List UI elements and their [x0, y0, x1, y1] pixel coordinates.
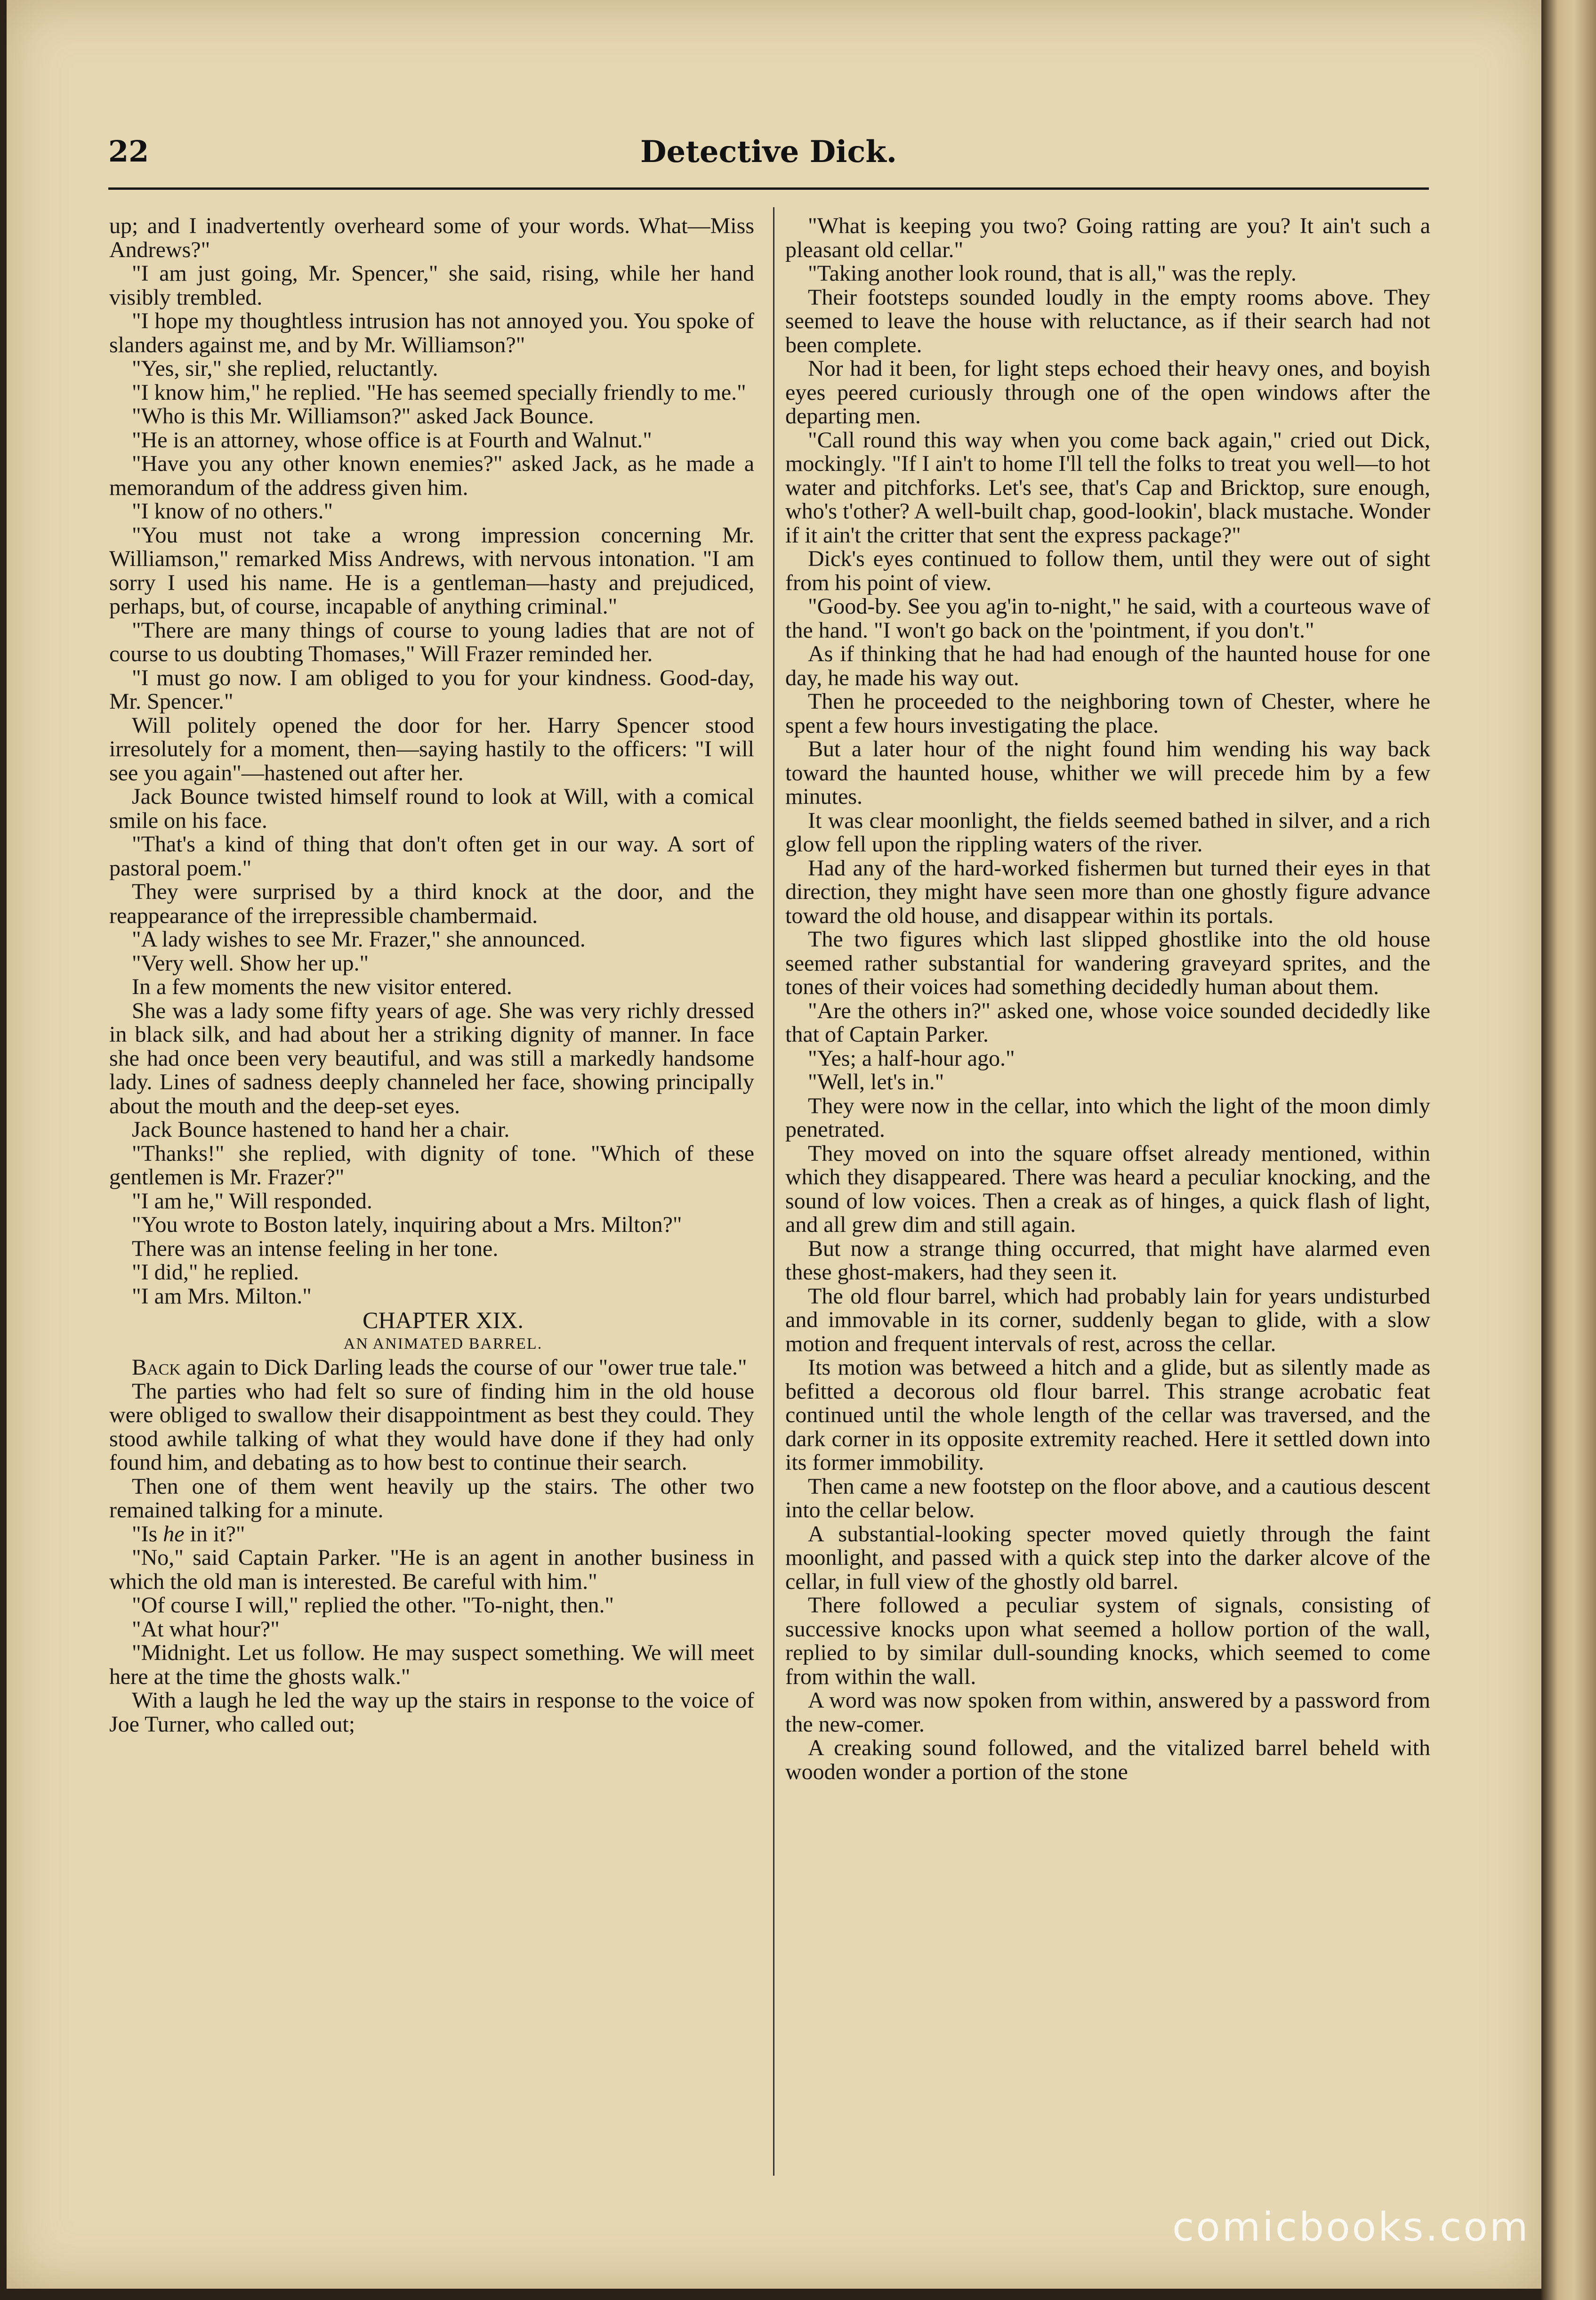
paragraph: Jack Bounce twisted himself round to look at Will, with a comical smile on his face.	[109, 784, 754, 833]
paragraph: The old flour barrel, which had probably lain for years undisturbed and immovable in its corner, suddenly began to glide, with a slow motion and frequent intervals of rest, across the cellar.	[785, 1283, 1430, 1356]
paragraph	[109, 1523, 754, 1547]
paragraph: Dick's eyes continued to follow them, until they were out of sight from his point of view.	[785, 546, 1430, 595]
paragraph: "Yes, sir," she replied, reluctantly.	[132, 356, 438, 381]
right-column	[785, 214, 1430, 1784]
paragraph: Then came a new footstep on the floor above, and a cautious descent into the cellar below.	[785, 1474, 1430, 1523]
header-rule	[108, 187, 1429, 190]
paragraph: "That's a kind of thing that don't often get in our way. A sort of pastoral poem."	[109, 832, 754, 881]
paragraph: "I hope my thoughtless intrusion has not annoyed you. You spoke of slanders against me, and by Mr. Williamson?"	[109, 308, 754, 357]
running-title: Detective Dick.	[640, 134, 897, 170]
paragraph: "Thanks!" she replied, with dignity of tone. "Which of these gentlemen is Mr. Frazer?"	[109, 1141, 754, 1190]
paragraph: "I know him," he replied. "He has seemed specially friendly to me."	[132, 380, 746, 405]
paragraph: "Good-by. See you ag'in to-night," he said, with a courteous wave of the hand. "I won't go back on the 'pointment, if you don't."	[785, 594, 1430, 643]
paragraph: "I know of no others."	[132, 499, 333, 524]
paragraph: "Yes; a half-hour ago."	[808, 1045, 1015, 1071]
paragraph: A substantial-looking specter moved quietly through the faint moonlight, and passed with a quick step into the darker alcove of the cellar, in full view of the ghostly old barrel.	[785, 1521, 1430, 1594]
watermark-text: comicbooks.com	[1172, 2204, 1530, 2250]
paragraph: They were surprised by a third knock at the door, and the reappearance of the irrepressible chambermaid.	[109, 879, 754, 928]
paragraph: Nor had it been, for light steps echoed their heavy ones, and boyish eyes peered curiously through one of the open windows after the departing men.	[785, 356, 1430, 429]
paragraph: With a laugh he led the way up the stairs in response to the voice of Joe Turner, who called out;	[109, 1688, 754, 1737]
paragraph: They moved on into the square offset already mentioned, within which they disappeared. There was heard a peculiar knocking, and the sound of low voices. Then a creak as of hinges, a quick flash of light, and all grew dim and still again.	[785, 1141, 1430, 1237]
paragraph: They were now in the cellar, into which the light of the moon dimly penetrated.	[785, 1093, 1430, 1142]
paragraph: A creaking sound followed, and the vitalized barrel beheld with wooden wonder a portion of the stone	[785, 1735, 1430, 1784]
paragraph: "A lady wishes to see Mr. Frazer," she announced.	[132, 927, 586, 952]
paragraph: "No," said Captain Parker. "He is an agent in another business in which the old man is interested. Be careful with him."	[109, 1545, 754, 1594]
paragraph: Then one of them went heavily up the stairs. The other two remained talking for a minute.	[109, 1474, 754, 1523]
paragraph: "Of course I will," replied the other. "To-night, then."	[132, 1593, 614, 1618]
paragraph: "What is keeping you two? Going ratting are you? It ain't such a pleasant old cellar."	[785, 213, 1430, 262]
paragraph: "Call round this way when you come back again," cried out Dick, mockingly. "If I ain't to home I'll tell the folks to treat you well—to hot water and pitchforks. Let's see, that's Cap and Bricktop, sure enough, who's t'other? A well-built chap, good-lookin', black mustache. Wonder if it ain't the critter that sent the express package?"	[785, 427, 1430, 548]
paragraph: "You must not take a wrong impression concerning Mr. Williamson," remarked Miss Andrews, with nervous intonation. "I am sorry I used his name. He is a gentleman—hasty and prejudiced, perhaps, but, of course, incapable of anything criminal."	[109, 522, 754, 619]
paragraph: "I must go now. I am obliged to you for your kindness. Good-day, Mr. Spencer."	[109, 665, 754, 714]
paragraph: The two figures which last slipped ghostlike into the old house seemed rather substantial for wandering graveyard sprites, and the tones of their voices had something decidedly human about them.	[785, 927, 1430, 999]
book-spine	[1541, 0, 1596, 2300]
column-divider	[773, 207, 774, 2176]
lead-word: Back	[132, 1355, 181, 1380]
page-header	[108, 134, 1429, 177]
paragraph: As if thinking that he had had enough of the haunted house for one day, he made his way out.	[785, 641, 1430, 690]
paragraph: "I am Mrs. Milton."	[132, 1283, 312, 1309]
chapter-title: CHAPTER XIX.	[363, 1307, 524, 1333]
paragraph: It was clear moonlight, the fields seemed bathed in silver, and a rich glow fell upon the rippling waters of the river.	[785, 808, 1430, 857]
paragraph: "I am just going, Mr. Spencer," she said, rising, while her hand visibly trembled.	[109, 261, 754, 310]
paragraph: She was a lady some fifty years of age. She was very richly dressed in black silk, and had about her a striking dignity of manner. In face she had once been very beautiful, and was still a markedly handsome lady. Lines of sadness deeply channeled her face, showing principally about the mouth and the deep-set eyes.	[109, 998, 754, 1118]
paragraph	[109, 1356, 754, 1380]
paragraph: "At what hour?"	[132, 1616, 280, 1642]
left-column	[109, 214, 754, 1736]
paragraph: Then he proceeded to the neighboring town of Chester, where he spent a few hours investigating the place.	[785, 689, 1430, 738]
chapter-subtitle: AN ANIMATED BARREL.	[343, 1335, 543, 1352]
paragraph: But now a strange thing occurred, that might have alarmed even these ghost-makers, had they seen it.	[785, 1236, 1430, 1285]
paragraph: Their footsteps sounded loudly in the empty rooms above. They seemed to leave the house with reluctance, as if their search had not been complete.	[785, 284, 1430, 357]
paragraph: Will politely opened the door for her. Harry Spencer stood irresolutely for a moment, then—saying hastily to the officers: "I will see you again"—hastened out after her.	[109, 713, 754, 786]
paragraph: "You wrote to Boston lately, inquiring about a Mrs. Milton?"	[132, 1212, 682, 1237]
paragraph: "Taking another look round, that is all," was the reply.	[808, 261, 1297, 286]
paragraph-text: in it?"	[184, 1521, 245, 1547]
paragraph: But a later hour of the night found him wending his way back toward the haunted house, whither we will precede him by a few minutes.	[785, 737, 1430, 809]
paragraph: Its motion was betweed a hitch and a glide, but as silently made as befitted a decorous old flour barrel. This strange acrobatic feat continued until the whole length of the cellar was traversed, and the dark corner in its opposite extremity reached. Here it settled down into its former immobility.	[785, 1355, 1430, 1475]
paragraph: Had any of the hard-worked fishermen but turned their eyes in that direction, they might have seen more than one ghostly figure advance toward the old house, and disappear within its portals.	[785, 855, 1430, 928]
paragraph: The parties who had felt so sure of finding him in the old house were obliged to swallow their disappointment as best they could. They stood awhile talking of what they would have done if they had only found him, and debating as to how best to continue their search.	[109, 1378, 754, 1475]
italic-word: he	[163, 1521, 185, 1547]
paragraph: "Are the others in?" asked one, whose voice sounded decidedly like that of Captain Parker.	[785, 998, 1430, 1047]
paragraph: "I am he," Will responded.	[132, 1188, 372, 1214]
paragraph: "Very well. Show her up."	[132, 950, 369, 976]
paragraph: "Who is this Mr. Williamson?" asked Jack Bounce.	[132, 404, 594, 429]
paragraph: In a few moments the new visitor entered.	[132, 974, 512, 999]
paragraph: "Well, let's in."	[808, 1069, 944, 1094]
paragraph: "Have you any other known enemies?" asked Jack, as he made a memorandum of the address given him.	[109, 451, 754, 500]
paragraph: A word was now spoken from within, answered by a password from the new-comer.	[785, 1688, 1430, 1737]
paragraph: "He is an attorney, whose office is at Fourth and Walnut."	[132, 427, 652, 453]
paragraph: up; and I inadvertently overheard some of your words. What—Miss Andrews?"	[109, 213, 754, 262]
paragraph: Jack Bounce hastened to hand her a chair.	[132, 1117, 510, 1142]
paragraph-text: again to Dick Darling leads the course of our "ower true tale."	[180, 1355, 747, 1380]
paragraph: There followed a peculiar system of signals, consisting of successive knocks upon what seemed a hollow portion of the wall, replied to by similar dull-sounding knocks, which seemed to come from within the wall.	[785, 1593, 1430, 1689]
page-number: 22	[108, 134, 149, 169]
paragraph: "There are many things of course to young ladies that are not of course to us doubting Thomases," Will Frazer reminded her.	[109, 617, 754, 666]
paragraph: "Midnight. Let us follow. He may suspect something. We will meet here at the time the ghosts walk."	[109, 1640, 754, 1689]
paragraph-text: "Is	[132, 1521, 163, 1547]
paragraph: "I did," he replied.	[132, 1260, 299, 1285]
paragraph: There was an intense feeling in her tone.	[132, 1236, 499, 1261]
